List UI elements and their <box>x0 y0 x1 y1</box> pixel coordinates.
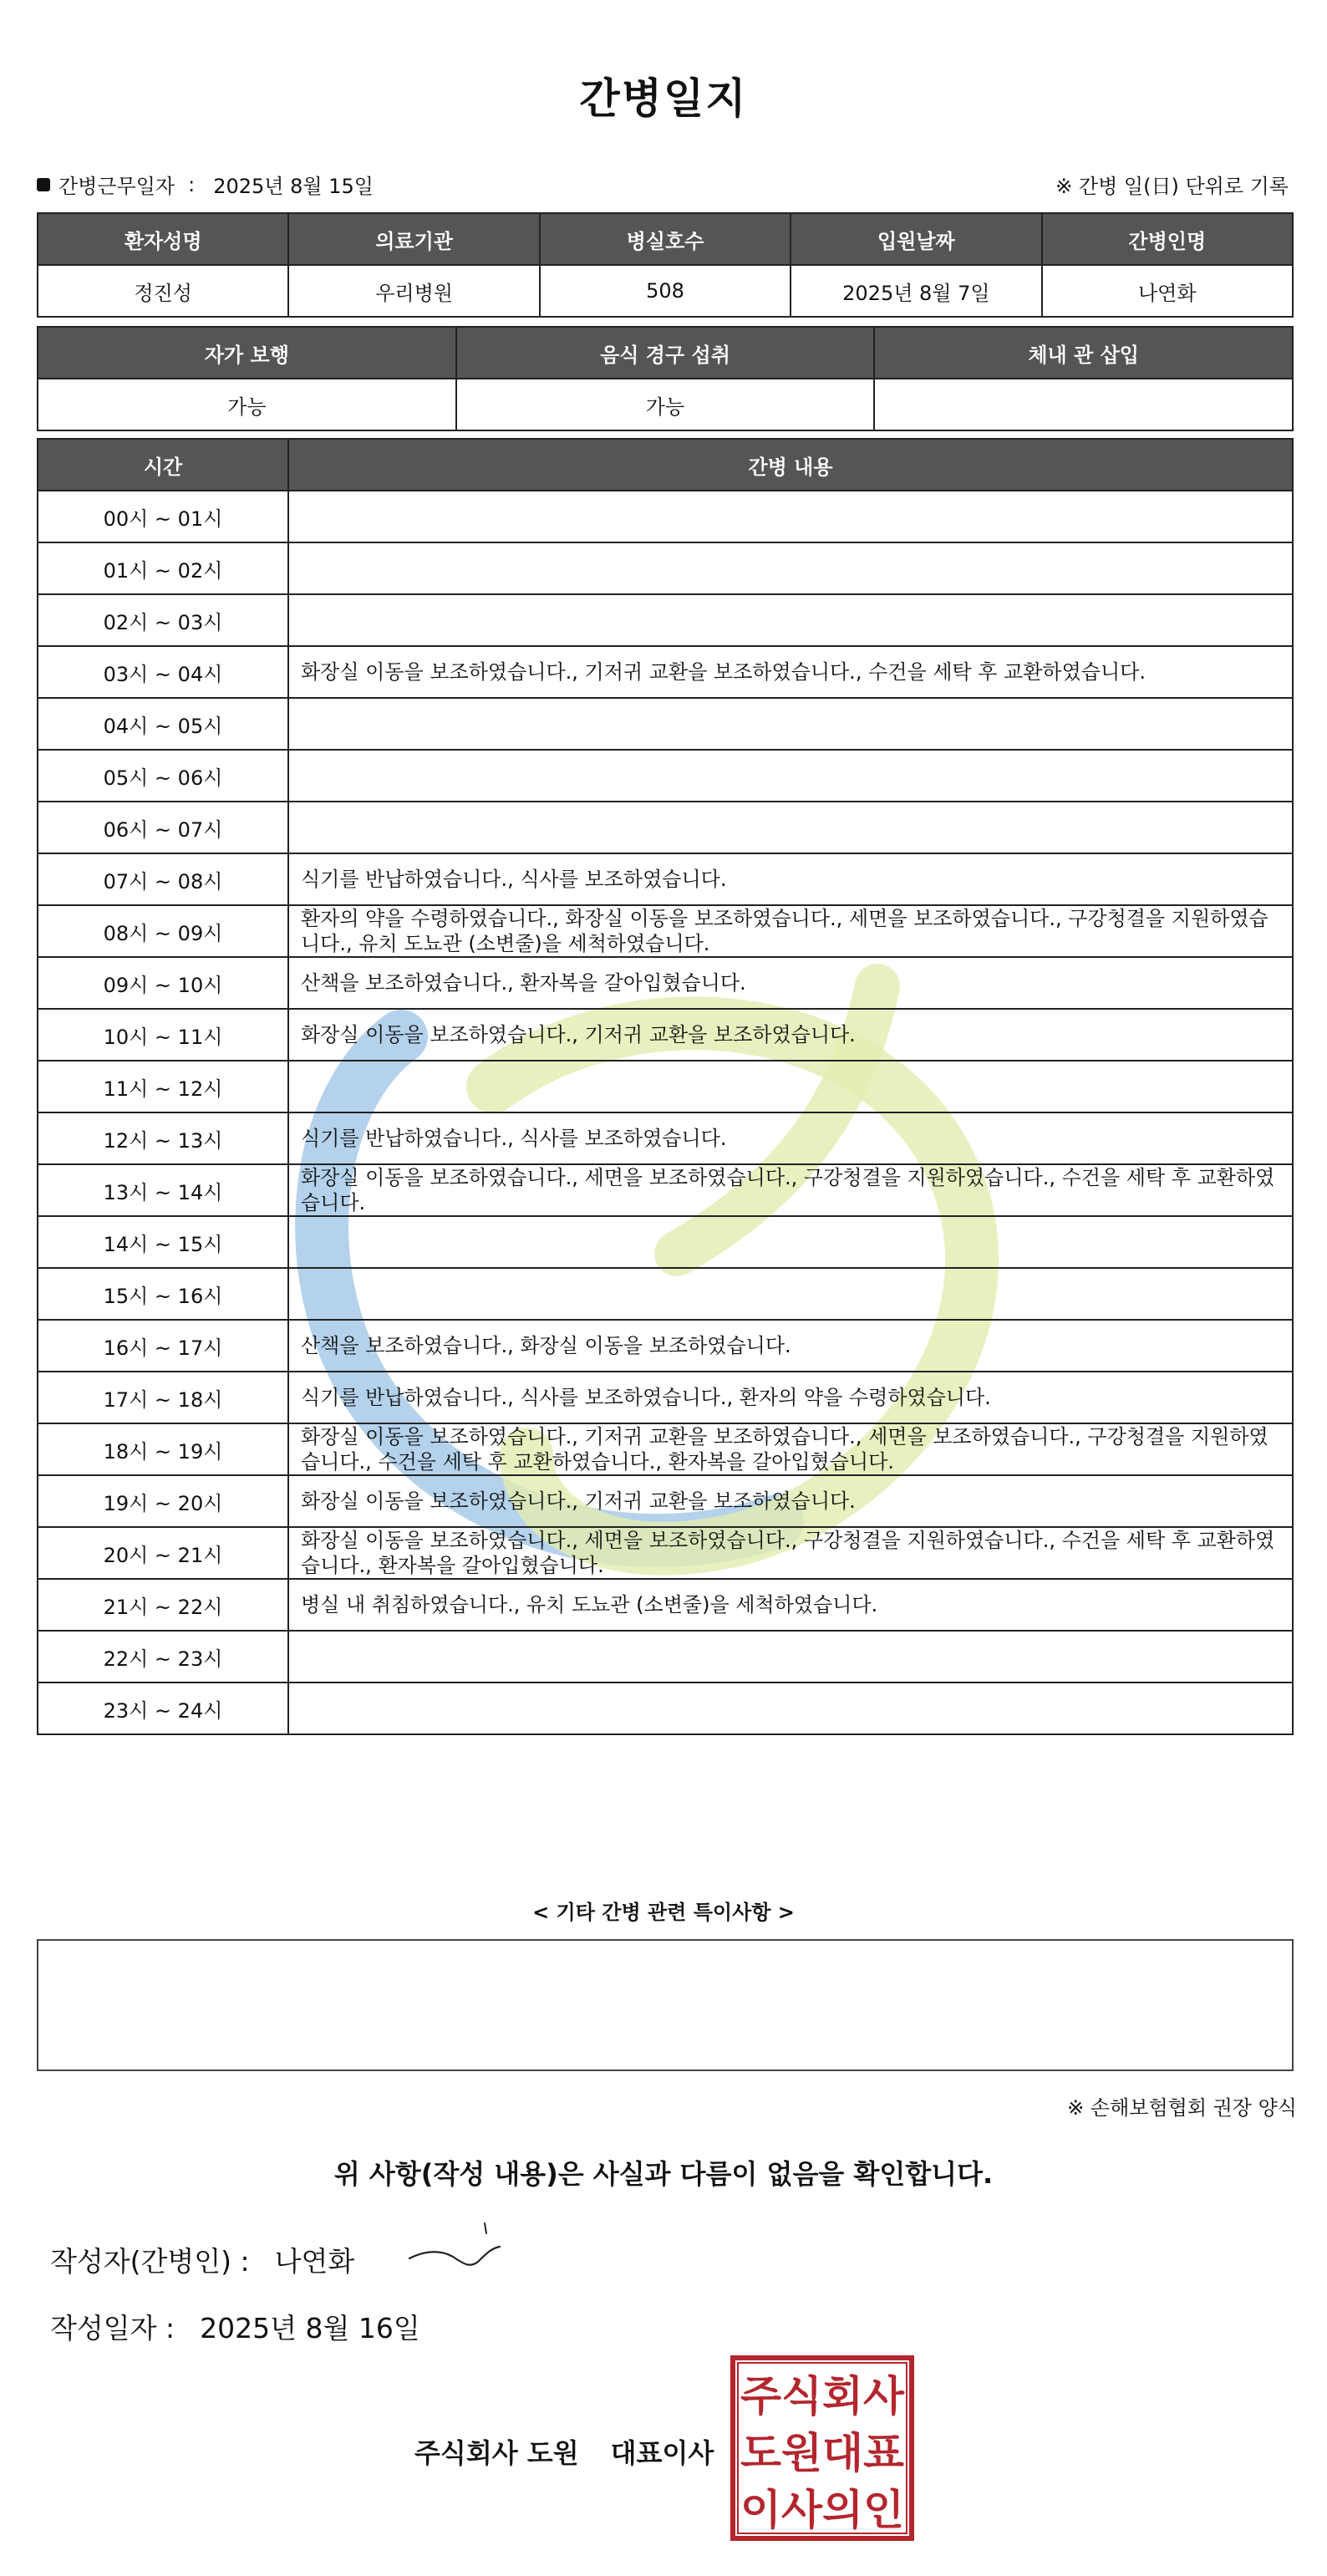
table-row <box>38 1631 1293 1683</box>
care-content: 화장실 이동을 보조하였습니다., 세면을 보조하였습니다., 구강청결을 지원하였습니다., 수건을 세탁 후 교환하였습니다., 환자복을 갈아입혔습니다. <box>288 1527 1293 1579</box>
care-content: 화장실 이동을 보조하였습니다., 기저귀 교환을 보조하였습니다. <box>288 1009 1293 1061</box>
patient-name: 정진성 <box>38 265 288 317</box>
time-slot: 14시 ~ 15시 <box>38 1216 288 1268</box>
table-row <box>38 542 1293 594</box>
care-content: 산책을 보조하였습니다., 화장실 이동을 보조하였습니다. <box>288 1320 1293 1372</box>
work-date-value: 2025년 8월 15일 <box>213 175 374 198</box>
table-row <box>38 1320 1293 1372</box>
table-row <box>38 957 1293 1009</box>
time-slot: 21시 ~ 22시 <box>38 1579 288 1631</box>
table-row <box>38 1475 1293 1527</box>
table-row <box>38 1579 1293 1631</box>
notes-title: < 기타 간병 관련 특이사항 > <box>532 1901 795 1924</box>
table-row <box>38 491 1293 542</box>
patient-status-table <box>37 326 1294 431</box>
patient-info-table <box>37 212 1294 318</box>
table-row <box>38 1009 1293 1061</box>
table-row <box>38 698 1293 750</box>
care-content: 환자의 약을 수령하였습니다., 화장실 이동을 보조하였습니다., 세면을 보조하였습니다., 구강청결을 지원하였습니다., 유치 도뇨관 (소변줄)을 세척하였습니다. <box>288 905 1293 957</box>
care-content <box>288 1216 1293 1268</box>
header-time: 시간 <box>38 439 288 491</box>
table-row <box>38 1061 1293 1112</box>
header-hospital: 의료기관 <box>288 213 539 265</box>
header-admission-date: 입원날짜 <box>791 213 1041 265</box>
admission-date: 2025년 8월 7일 <box>791 265 1041 317</box>
work-date-row <box>37 170 374 199</box>
care-content <box>288 542 1293 594</box>
time-slot: 18시 ~ 19시 <box>38 1423 288 1475</box>
table-row <box>38 1423 1293 1475</box>
care-content: 식기를 반납하였습니다., 식사를 보조하였습니다., 환자의 약을 수령하였습니다. <box>288 1372 1293 1423</box>
header-care-content: 간병 내용 <box>288 439 1293 491</box>
care-content <box>288 750 1293 802</box>
care-content: 산책을 보조하였습니다., 환자복을 갈아입혔습니다. <box>288 957 1293 1009</box>
room-number: 508 <box>540 265 791 317</box>
table-row <box>38 646 1293 698</box>
care-content: 식기를 반납하였습니다., 식사를 보조하였습니다. <box>288 1112 1293 1164</box>
table-row <box>38 1268 1293 1320</box>
header-self-walking: 자가 보행 <box>38 327 456 379</box>
care-content: 화장실 이동을 보조하였습니다., 기저귀 교환을 보조하였습니다., 세면을 보조하였습니다., 구강청결을 지원하였습니다., 수건을 세탁 후 교환하였습니다., 환자복을 갈아입혔습니다. <box>288 1423 1293 1475</box>
time-slot: 07시 ~ 08시 <box>38 853 288 905</box>
time-slot: 04시 ~ 05시 <box>38 698 288 750</box>
bullet-square-icon <box>37 178 50 191</box>
care-content: 화장실 이동을 보조하였습니다., 세면을 보조하였습니다., 구강청결을 지원하였습니다., 수건을 세탁 후 교환하였습니다. <box>288 1164 1293 1216</box>
page-title: 간병일지 <box>579 74 748 123</box>
table-row <box>38 594 1293 646</box>
time-slot: 20시 ~ 21시 <box>38 1527 288 1579</box>
hospital: 우리병원 <box>288 265 539 317</box>
table-row <box>38 853 1293 905</box>
time-slot: 16시 ~ 17시 <box>38 1320 288 1372</box>
table-row <box>38 1216 1293 1268</box>
time-slot: 23시 ~ 24시 <box>38 1683 288 1734</box>
time-slot: 08시 ~ 09시 <box>38 905 288 957</box>
signature-tick <box>485 2223 486 2233</box>
caregiver-name: 나연화 <box>1042 265 1293 317</box>
work-date-separator: : <box>188 172 196 196</box>
notes-box <box>37 1939 1294 2071</box>
time-slot: 13시 ~ 14시 <box>38 1164 288 1216</box>
table-row <box>38 750 1293 802</box>
seal-line-1: 주식회사 <box>740 2372 905 2421</box>
care-content <box>288 1631 1293 1683</box>
author-name: 나연화 <box>274 2245 355 2278</box>
table-row <box>38 1112 1293 1164</box>
seal-line-2: 도원대표 <box>740 2429 905 2477</box>
time-slot: 22시 ~ 23시 <box>38 1631 288 1683</box>
care-content <box>288 491 1293 542</box>
table-row <box>38 1372 1293 1423</box>
table-row <box>38 1527 1293 1579</box>
time-slot: 02시 ~ 03시 <box>38 594 288 646</box>
time-slot: 12시 ~ 13시 <box>38 1112 288 1164</box>
care-content <box>288 594 1293 646</box>
table-row <box>38 905 1293 957</box>
time-slot: 05시 ~ 06시 <box>38 750 288 802</box>
seal-line-3: 이사의인 <box>740 2486 904 2534</box>
unit-note: ※ 간병 일(日) 단위로 기록 <box>1055 175 1289 198</box>
written-date-label: 작성일자 : <box>50 2312 175 2344</box>
care-content <box>288 1268 1293 1320</box>
tube-insertion <box>874 379 1293 430</box>
time-slot: 01시 ~ 02시 <box>38 542 288 594</box>
time-slot: 03시 ~ 04시 <box>38 646 288 698</box>
time-slot: 11시 ~ 12시 <box>38 1061 288 1112</box>
company-row <box>414 2432 714 2471</box>
time-slot: 17시 ~ 18시 <box>38 1372 288 1423</box>
time-slot: 10시 ~ 11시 <box>38 1009 288 1061</box>
table-row <box>38 802 1293 853</box>
company-seal-stamp <box>730 2355 914 2541</box>
time-slot: 15시 ~ 16시 <box>38 1268 288 1320</box>
written-date-row <box>50 2307 420 2346</box>
table-row <box>38 1164 1293 1216</box>
signature <box>401 2207 518 2282</box>
author-label: 작성자(간병인) : <box>50 2245 250 2278</box>
time-slot: 00시 ~ 01시 <box>38 491 288 542</box>
header-caregiver-name: 간병인명 <box>1042 213 1293 265</box>
time-slot: 09시 ~ 10시 <box>38 957 288 1009</box>
author-row <box>50 2240 354 2279</box>
work-date-label: 간병근무일자 <box>58 175 175 198</box>
oral-intake: 가능 <box>456 379 875 430</box>
header-room-number: 병실호수 <box>540 213 791 265</box>
care-content: 병실 내 취침하였습니다., 유치 도뇨관 (소변줄)을 세척하였습니다. <box>288 1579 1293 1631</box>
table-row <box>38 1683 1293 1734</box>
care-content <box>288 1683 1293 1734</box>
time-slot: 06시 ~ 07시 <box>38 802 288 853</box>
header-patient-name: 환자성명 <box>38 213 288 265</box>
confirm-statement: 위 사항(작성 내용)은 사실과 다름이 없음을 확인합니다. <box>333 2158 994 2190</box>
written-date: 2025년 8월 16일 <box>200 2312 420 2344</box>
care-log-table <box>37 438 1294 1735</box>
self-walking: 가능 <box>38 379 456 430</box>
care-content <box>288 698 1293 750</box>
header-tube-insertion: 체내 관 삽입 <box>874 327 1293 379</box>
representative-title: 대표이사 <box>610 2437 714 2469</box>
signature-stroke <box>409 2247 500 2265</box>
care-content: 화장실 이동을 보조하였습니다., 기저귀 교환을 보조하였습니다. <box>288 1475 1293 1527</box>
care-content: 화장실 이동을 보조하였습니다., 기저귀 교환을 보조하였습니다., 수건을 세탁 후 교환하였습니다. <box>288 646 1293 698</box>
care-content <box>288 1061 1293 1112</box>
care-content: 식기를 반납하였습니다., 식사를 보조하였습니다. <box>288 853 1293 905</box>
company-name: 주식회사 도원 <box>414 2437 579 2469</box>
care-content <box>288 802 1293 853</box>
form-note: ※ 손해보험협회 권장 양식 <box>1067 2096 1297 2120</box>
header-oral-intake: 음식 경구 섭취 <box>456 327 875 379</box>
time-slot: 19시 ~ 20시 <box>38 1475 288 1527</box>
